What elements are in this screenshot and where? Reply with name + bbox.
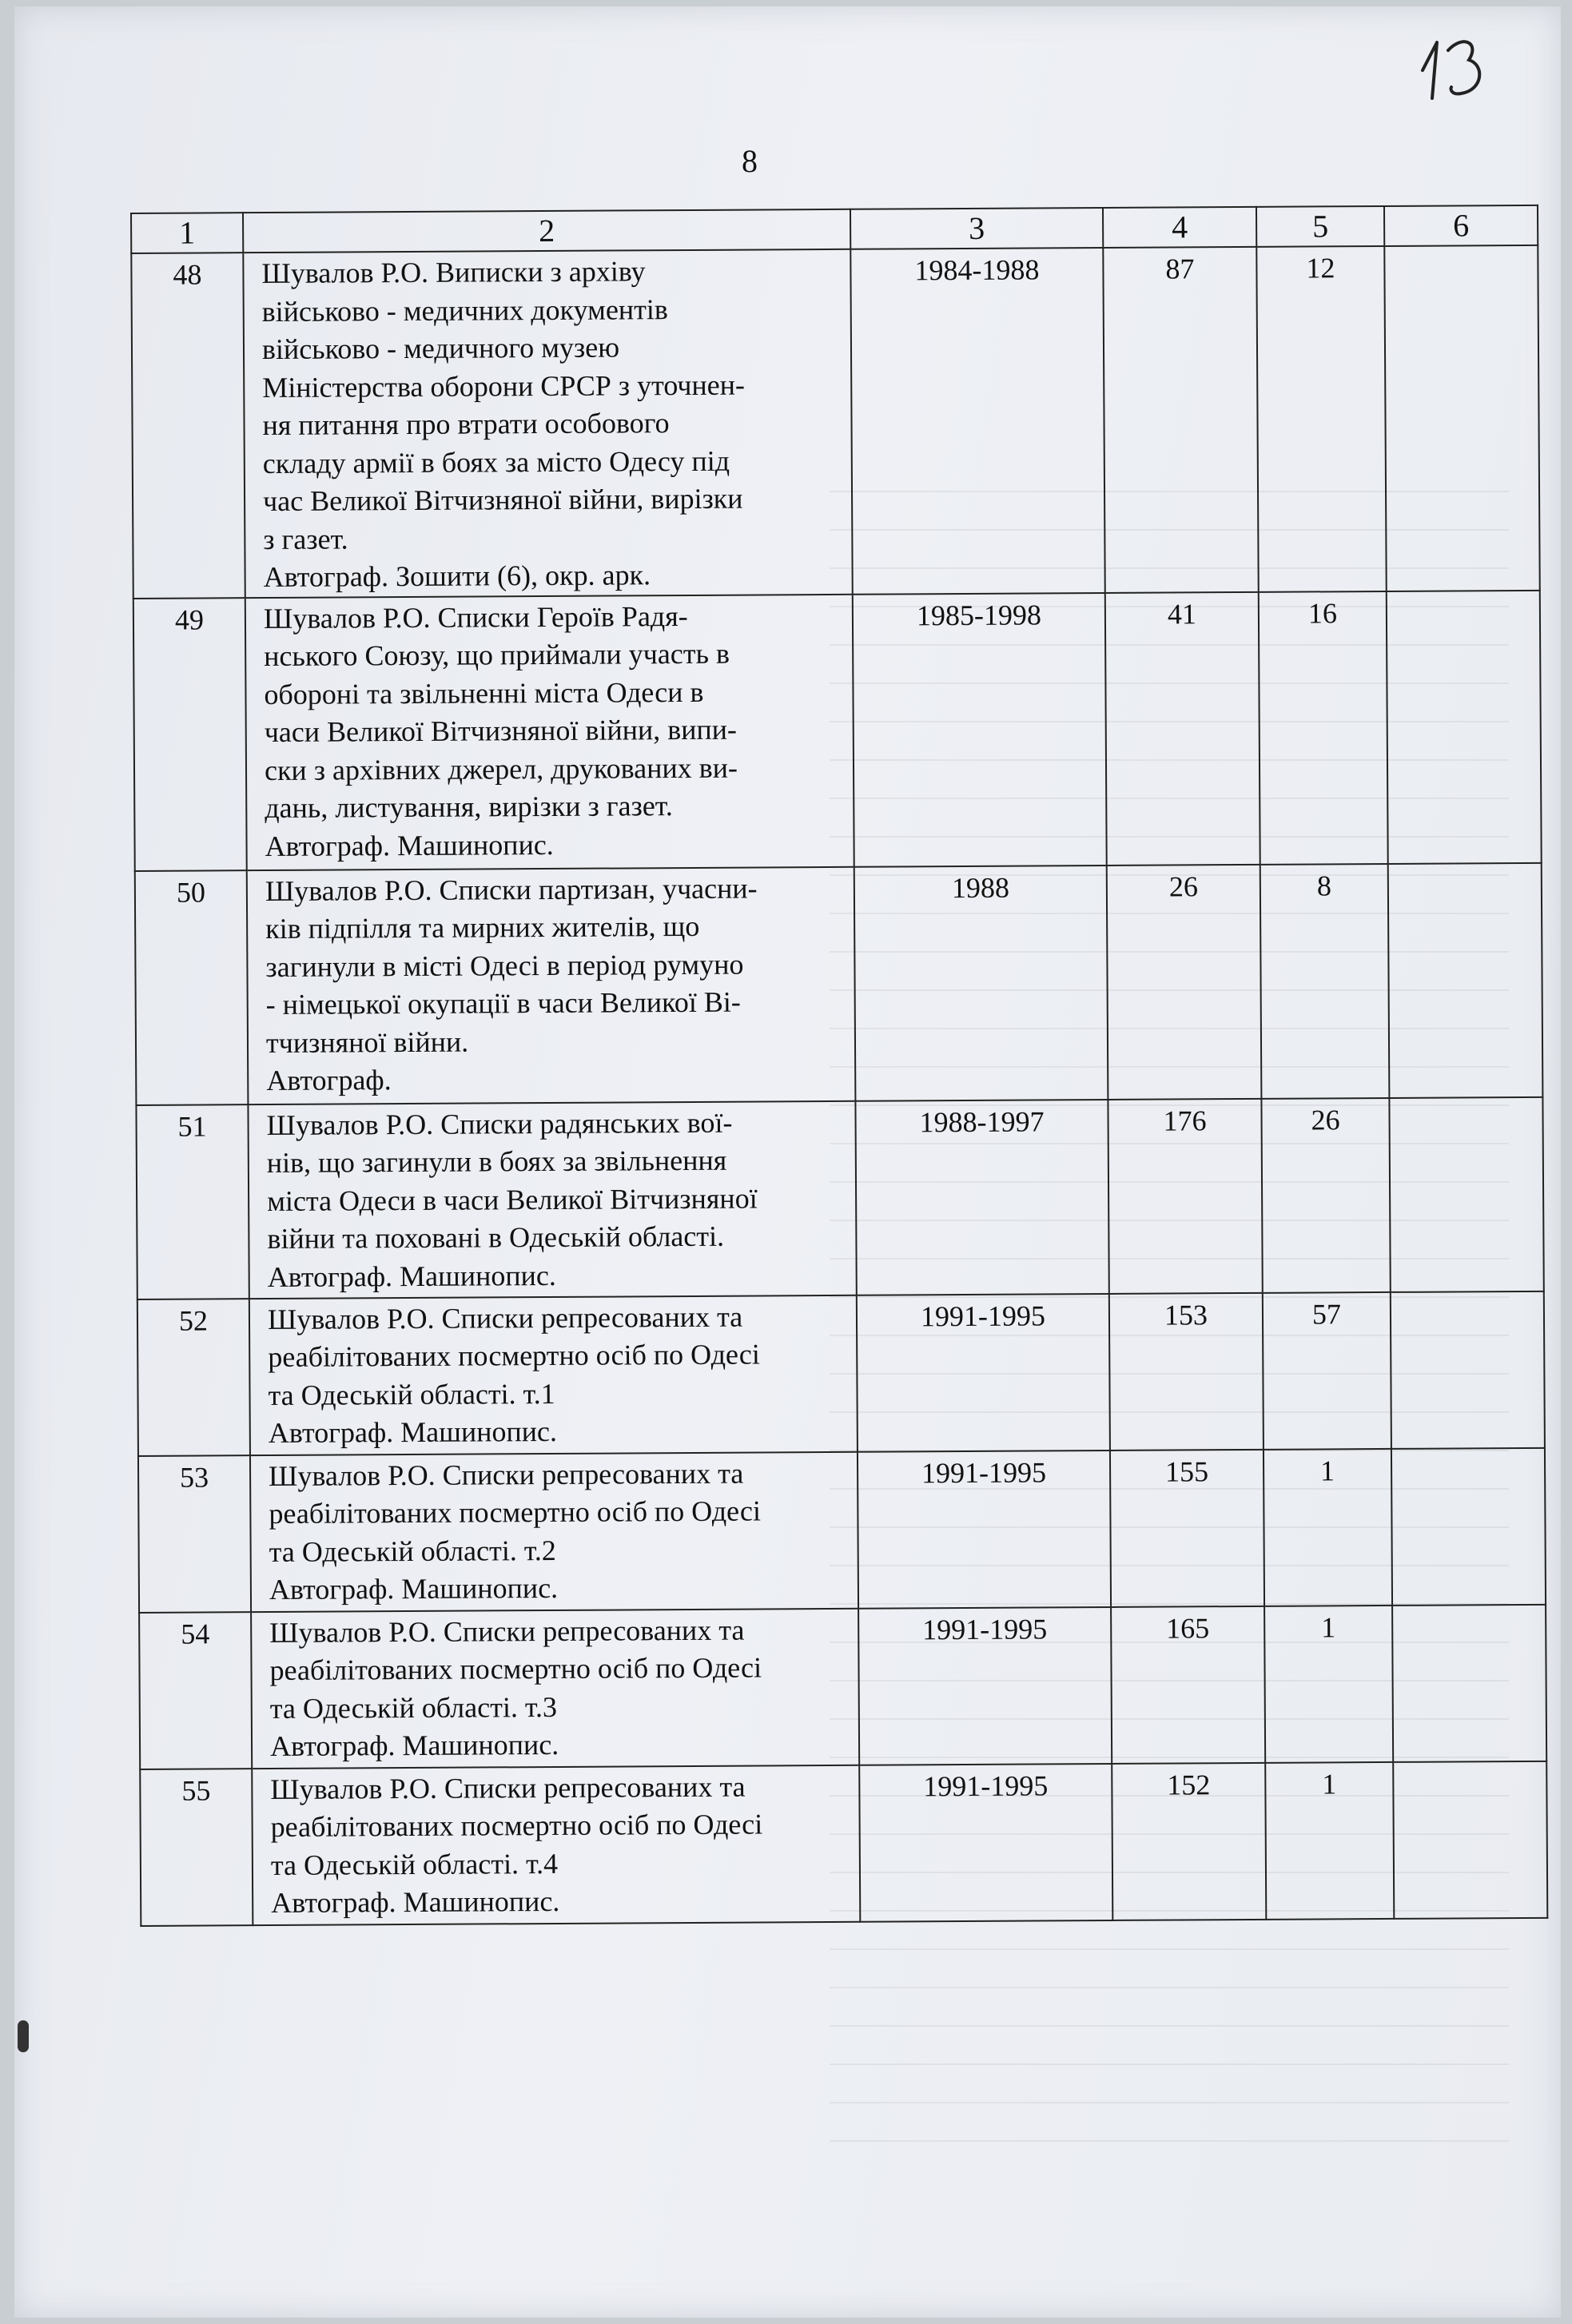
item-col5: 26 — [1261, 1097, 1390, 1292]
item-col6 — [1391, 1291, 1545, 1448]
item-col6 — [1388, 862, 1543, 1097]
item-title: Шувалов Р.О. Виписки з архіву військово - медичних документів військово - медичного музею Міністерства оборони СРСР з уточнен- ня питання про втрати особового складу армії в боях за місто Одесу під час Великої Вітчизняної війни, вирізки з газет. Автограф. Зошити (6), окр. арк. — [243, 249, 852, 598]
item-col6 — [1389, 1096, 1543, 1291]
item-title: Шувалов Р.О. Списки репресованих та реабілітованих посмертно осіб по Одесі та Одеській області. т.2 Автограф. Машинопис. — [250, 1451, 858, 1611]
item-col6 — [1391, 1447, 1546, 1605]
column-header-2: 2 — [243, 209, 850, 253]
item-col5: 12 — [1256, 246, 1386, 591]
table-row — [138, 1447, 1546, 1612]
item-col4: 176 — [1108, 1098, 1262, 1293]
item-col6 — [1392, 1604, 1546, 1761]
item-title: Шувалов Р.О. Списки репресованих та реабілітованих посмертно осіб по Одесі та Одеській області. т.4 Автограф. Машинопис. — [252, 1765, 860, 1924]
item-col5: 16 — [1259, 591, 1388, 864]
item-col5: 1 — [1264, 1448, 1392, 1606]
item-number: 52 — [137, 1299, 250, 1456]
column-header-5: 5 — [1256, 206, 1384, 247]
item-col4: 153 — [1109, 1292, 1264, 1450]
item-number: 53 — [138, 1455, 251, 1613]
table-body — [131, 245, 1547, 1926]
item-col4: 26 — [1107, 864, 1262, 1099]
item-years: 1991-1995 — [858, 1450, 1111, 1608]
item-number: 49 — [133, 598, 247, 871]
item-number: 51 — [136, 1104, 249, 1299]
item-col5: 1 — [1265, 1761, 1394, 1919]
item-title: Шувалов Р.О. Списки репресованих та реабілітованих посмертно осіб по Одесі та Одеській області. т.3 Автограф. Машинопис. — [251, 1608, 859, 1768]
item-years: 1991-1995 — [859, 1763, 1112, 1921]
item-title: Шувалов Р.О. Списки партизан, учасни- ків підпілля та мирних жителів, що загинули в місті Одесі в період румуно - німецької окупації в часи Великої Ві- тчизняної війни. Автограф. — [247, 866, 856, 1104]
table-row — [131, 245, 1539, 599]
item-title: Шувалов Р.О. Списки Героїв Радя- нського Союзу, що приймали участь в обороні та звільненні міста Одеси в часи Великої Вітчизняної війни, випи- ски з архівних джерел, друкованих ви- дань, листування, вирізки з газет. Автограф. Машинопис. — [245, 594, 854, 870]
column-header-1: 1 — [131, 213, 243, 253]
item-years: 1988-1997 — [855, 1099, 1108, 1295]
page-number: 8 — [742, 143, 758, 179]
column-header-6: 6 — [1384, 205, 1538, 246]
document-page — [14, 6, 1561, 2318]
table-row — [135, 862, 1543, 1104]
folio-number-handwritten — [1415, 26, 1494, 106]
item-years: 1991-1995 — [858, 1606, 1112, 1765]
item-col5: 57 — [1263, 1291, 1391, 1449]
punch-hole — [18, 2020, 29, 2052]
item-number: 54 — [139, 1612, 252, 1769]
item-col4: 165 — [1111, 1606, 1265, 1763]
item-number: 55 — [140, 1769, 253, 1926]
item-col4: 155 — [1110, 1449, 1264, 1606]
item-col6 — [1393, 1761, 1547, 1918]
item-number: 48 — [131, 253, 245, 598]
column-header-4: 4 — [1103, 207, 1256, 248]
item-years: 1991-1995 — [857, 1293, 1110, 1451]
item-col5: 1 — [1264, 1605, 1393, 1762]
item-col6 — [1387, 590, 1542, 863]
item-col4: 152 — [1112, 1762, 1266, 1920]
item-title: Шувалов Р.О. Списки радянських вої- нів, що загинули в боях за звільнення міста Одеси в часи Великої Вітчизняної війни та поховані в Одеській області. Автограф. Машинопис. — [248, 1100, 856, 1298]
table-row — [133, 590, 1542, 870]
item-col6 — [1384, 245, 1539, 591]
item-title: Шувалов Р.О. Списки репресованих та реабілітованих посмертно осіб по Одесі та Одеській області. т.1 Автограф. Машинопис. — [249, 1295, 858, 1454]
table-row — [137, 1291, 1545, 1455]
column-header-3: 3 — [850, 208, 1103, 249]
inventory-table — [130, 205, 1548, 1927]
item-col5: 8 — [1260, 863, 1390, 1098]
table-row — [140, 1761, 1547, 1925]
item-years: 1984-1988 — [850, 248, 1104, 594]
item-col4: 87 — [1103, 247, 1258, 593]
item-col4: 41 — [1105, 591, 1260, 865]
table-row — [139, 1604, 1546, 1769]
item-number: 50 — [135, 870, 249, 1105]
item-years: 1985-1998 — [853, 592, 1107, 866]
table-row — [136, 1096, 1543, 1299]
item-years: 1988 — [854, 865, 1108, 1100]
